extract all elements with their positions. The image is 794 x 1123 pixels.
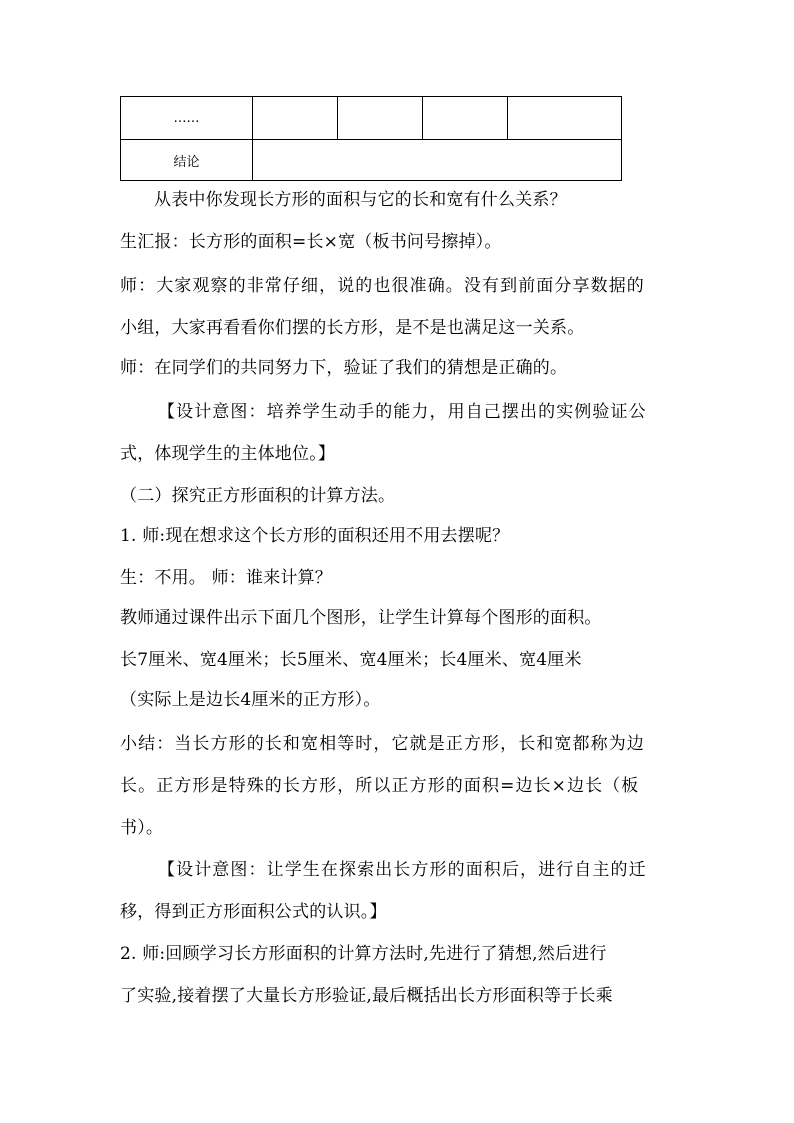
section-heading: （二）探究正方形面积的计算方法。 — [120, 486, 396, 506]
summary-line: 小结：当长方形的长和宽相等时，它就是正方形，长和宽都称为边 — [120, 734, 645, 754]
paragraph-line: 了实验,接着摆了大量长方形验证,最后概括出长方形面积等于长乘 — [120, 986, 613, 1006]
design-intent-line: 【设计意图：培养学生动手的能力，用自己摆出的实例验证公 — [158, 402, 647, 422]
paragraph-line: （实际上是边长4厘米的正方形）。 — [120, 690, 381, 710]
paragraph-line: 师：在同学们的共同努力下，验证了我们的猜想是正确的。 — [120, 358, 568, 378]
design-intent-line: 式，体现学生的主体地位。】 — [120, 444, 336, 464]
paragraph-line: 小组，大家再看看你们摆的长方形，是不是也满足这一关系。 — [120, 318, 585, 338]
paragraph-line: 2. 师:回顾学习长方形面积的计算方法时,先进行了猜想,然后进行 — [120, 944, 607, 964]
design-intent-line: 【设计意图：让学生在探索出长方形的面积后，进行自主的迁 — [158, 860, 647, 880]
paragraph-line: 1. 师:现在想求这个长方形的面积还用不用去摆呢？ — [120, 526, 510, 546]
paragraph-line: 教师通过课件出示下面几个图形，让学生计算每个图形的面积。 — [120, 608, 602, 628]
paragraph-line: 长7厘米、宽4厘米；长5厘米、宽4厘米；长4厘米、宽4厘米 — [120, 650, 582, 670]
paragraph-line: 师：大家观察的非常仔细，说的也很准确。没有到前面分享数据的 — [120, 276, 645, 296]
summary-line: 长。正方形是特殊的长方形，所以正方形的面积=边长×边长（板 — [120, 776, 640, 796]
paragraph-line: 从表中你发现长方形的面积与它的长和宽有什么关系？ — [154, 190, 567, 210]
table-cell-ellipsis: …… — [121, 97, 253, 140]
summary-line: 书）。 — [120, 818, 164, 838]
table-cell-conclusion-label: 结论 — [121, 140, 253, 181]
paragraph-line: 生汇报：长方形的面积=长×宽（板书问号擦掉）。 — [120, 232, 502, 252]
design-intent-line: 移，得到正方形面积公式的认识。】 — [120, 902, 387, 922]
paragraph-line: 生：不用。 师：谁来计算？ — [120, 568, 333, 588]
